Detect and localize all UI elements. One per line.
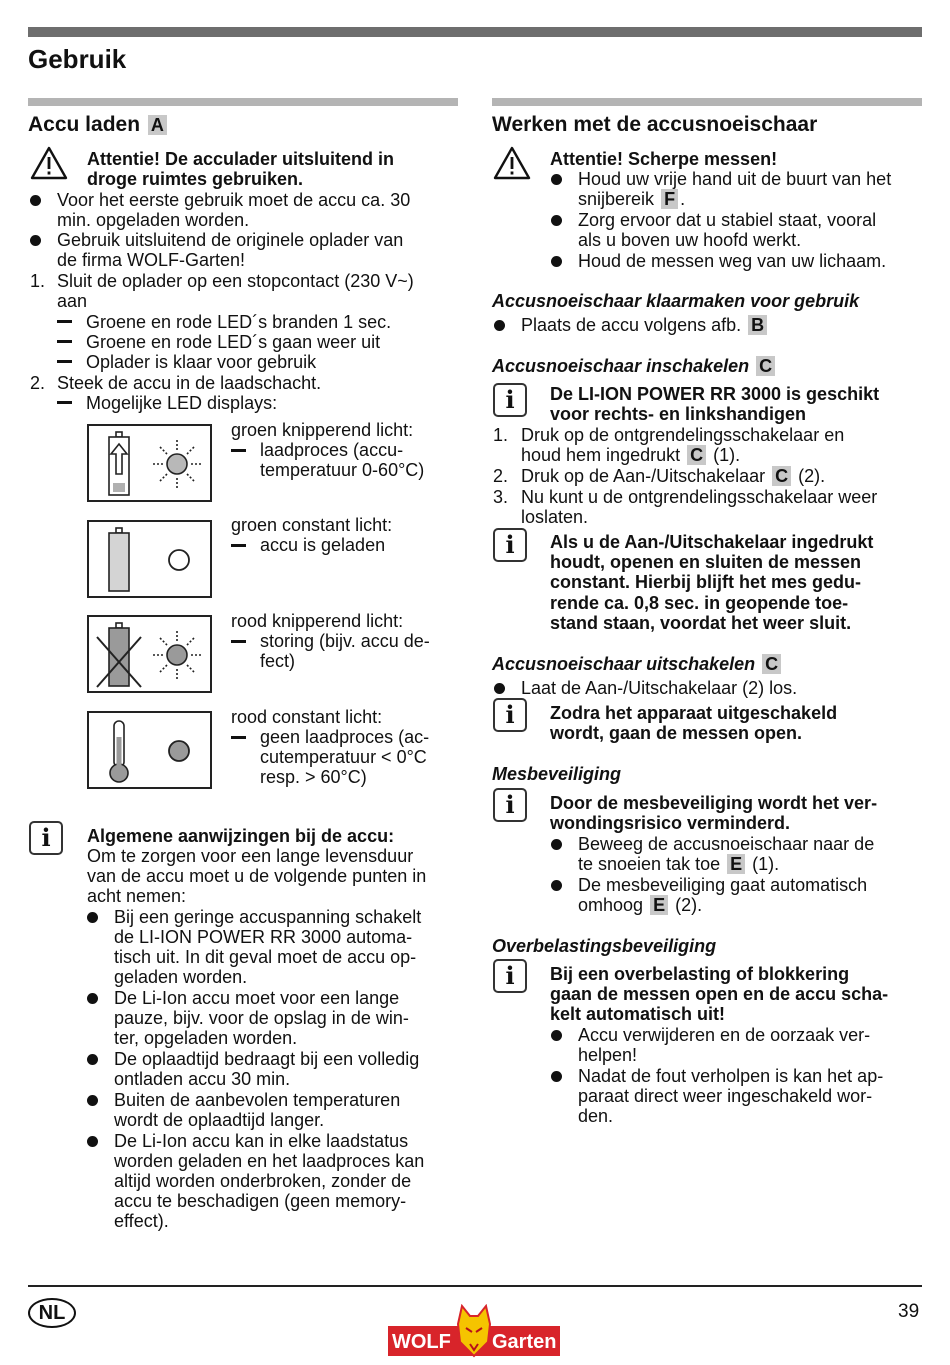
list-item-cont: helpen! — [578, 1045, 638, 1065]
list-item-cont: min. opgeladen worden. — [57, 210, 250, 230]
figure-ref-b: B — [748, 315, 767, 335]
led-state-desc: storing (bijv. accu de- — [260, 631, 430, 651]
info-text-cont: kelt automatisch uit! — [550, 1004, 726, 1024]
info-text-cont: gaan de messen open en de accu scha- — [550, 984, 889, 1004]
info-bullet-cont: ontladen accu 30 min. — [114, 1069, 291, 1089]
warning-bullet: Zorg ervoor dat u stabiel staat, vooral — [578, 210, 877, 230]
info-icon: i — [493, 383, 527, 417]
led-state-title: groen constant licht: — [231, 515, 393, 535]
info-text-cont: constant. Hierbij blijft het mes gedu- — [550, 572, 862, 592]
info-bullet-cont: tisch uit. In dit geval moet de accu op- — [114, 947, 417, 967]
logo-text-garten: Garten — [492, 1331, 557, 1353]
subheading-inschakelen: Accusnoeischaar inschakelen C — [492, 355, 777, 377]
info-bullet-cont: accu te beschadigen (geen memory- — [114, 1191, 407, 1211]
figure-ref-a: A — [148, 115, 167, 135]
step-number: 1. — [30, 271, 46, 291]
led-display-red-constant — [87, 711, 212, 789]
info-text-cont: houdt, openen en sluiten de messen — [550, 552, 862, 572]
step-text: Druk op de ontgrendelingsschakelaar en — [521, 425, 845, 445]
logo-text-wolf: WOLF — [392, 1331, 451, 1353]
info-intro: Om te zorgen voor een lange levensduur — [87, 846, 414, 866]
info-text-cont: rende ca. 0,8 sec. in geopende toe- — [550, 593, 849, 613]
info-bullet: De oplaadtijd bedraagt bij een volledig — [114, 1049, 420, 1069]
step-text-cont: loslaten. — [521, 507, 589, 527]
dash-marker — [231, 736, 246, 739]
led-state-desc: accu is geladen — [260, 535, 386, 555]
led-state-title: rood knipperend licht: — [231, 611, 404, 631]
battery-full-icon — [89, 522, 210, 596]
step-1-text-cont: aan — [57, 291, 88, 311]
list-item-cont: de firma WOLF-Garten! — [57, 250, 246, 270]
info-icon: i — [493, 698, 527, 732]
info-intro-cont: van de accu moet u de volgende punten in — [87, 866, 427, 886]
info-icon: i — [493, 528, 527, 562]
led-state-title: groen knipperend licht: — [231, 420, 414, 440]
step-number: 3. — [493, 487, 509, 507]
info-bullet-cont: altijd worden onderbroken, zonder de — [114, 1171, 412, 1191]
list-item: Nadat de fout verholpen is kan het ap- — [578, 1066, 884, 1086]
bullet-dot — [551, 880, 562, 891]
list-item-cont: paraat direct weer ingeschakeld wor- — [578, 1086, 873, 1106]
led-state-desc-cont: resp. > 60°C) — [260, 767, 367, 787]
bullet-dot — [30, 235, 41, 246]
bullet-dot — [551, 215, 562, 226]
step-text-cont: houd hem ingedrukt C (1). — [521, 445, 741, 465]
led-state-desc: geen laadproces (ac- — [260, 727, 430, 747]
info-text: Door de mesbeveiliging wordt het ver- — [550, 793, 878, 813]
bullet-dot — [87, 1136, 98, 1147]
step-text: Nu kunt u de ontgrendelingsschakelaar weer — [521, 487, 878, 507]
dash-marker — [57, 401, 72, 404]
list-item-cont: den. — [578, 1106, 614, 1126]
step-number: 2. — [493, 466, 509, 486]
dash-item: Mogelijke LED displays: — [86, 393, 278, 413]
subheading-uitschakelen: Accusnoeischaar uitschakelen C — [492, 653, 783, 675]
list-item: Voor het eerste gebruik moet de accu ca. 30 — [57, 190, 411, 210]
info-icon: i — [493, 788, 527, 822]
info-bullet-cont: ter, opgeladen worden. — [114, 1028, 298, 1048]
bullet-dot — [30, 195, 41, 206]
info-bullet-cont: geladen worden. — [114, 967, 248, 987]
language-badge: NL — [28, 1298, 76, 1328]
led-state-desc: laadproces (accu- — [260, 440, 404, 460]
figure-ref-c: C — [687, 445, 706, 465]
page-number: 39 — [898, 1301, 920, 1322]
warning-bullet-cont: snijbereik F . — [578, 189, 686, 209]
warning-text-line2: droge ruimtes gebruiken. — [87, 169, 304, 189]
step-text: Druk op de Aan-/Uitschakelaar C (2). — [521, 466, 826, 486]
info-icon: i — [493, 959, 527, 993]
dash-marker — [57, 360, 72, 363]
list-item: Gebruik uitsluitend de originele oplader van — [57, 230, 404, 250]
battery-charging-icon — [89, 426, 210, 500]
list-item-cont: te snoeien tak toe E (1). — [578, 854, 780, 874]
dash-item: Groene en rode LED´s branden 1 sec. — [86, 312, 392, 332]
subheading-mesbeveiliging: Mesbeveiliging — [492, 764, 622, 784]
figure-ref-e: E — [650, 895, 668, 915]
step-number: 1. — [493, 425, 509, 445]
dash-marker — [57, 340, 72, 343]
info-bullet-cont: de LI-ION POWER RR 3000 automa- — [114, 927, 413, 947]
battery-defect-icon — [89, 617, 210, 691]
section-heading-accu-laden: Accu laden A — [28, 112, 169, 138]
dash-item: Groene en rode LED´s gaan weer uit — [86, 332, 381, 352]
bullet-dot — [494, 683, 505, 694]
left-column-rule — [28, 98, 458, 106]
warning-icon — [493, 146, 531, 180]
info-intro-cont: acht nemen: — [87, 886, 187, 906]
warning-bullet: Houd uw vrije hand uit de buurt van het — [578, 169, 892, 189]
bullet-dot — [494, 320, 505, 331]
info-bullet-cont: effect). — [114, 1211, 169, 1231]
info-bullet: Buiten de aanbevolen temperaturen — [114, 1090, 401, 1110]
footer-rule — [28, 1285, 922, 1287]
list-item: Plaats de accu volgens afb. B — [521, 315, 769, 335]
led-state-desc-cont: cutemperatuur < 0°C — [260, 747, 427, 767]
info-text: Als u de Aan-/Uitschakelaar ingedrukt — [550, 532, 874, 552]
list-item-cont: omhoog E (2). — [578, 895, 703, 915]
info-icon: i — [29, 821, 63, 855]
info-bullet: Bij een geringe accuspanning schakelt — [114, 907, 422, 927]
info-bullet-cont: pauze, bijv. voor de opslag in de win- — [114, 1008, 409, 1028]
thermometer-icon — [89, 713, 210, 787]
step-2-text: Steek de accu in de laadschacht. — [57, 373, 322, 393]
list-item: Laat de Aan-/Uitschakelaar (2) los. — [521, 678, 798, 698]
step-1-text: Sluit de oplader op een stopcontact (230 V~) — [57, 271, 414, 291]
bullet-dot — [87, 1095, 98, 1106]
list-item: Beweeg de accusnoeischaar naar de — [578, 834, 875, 854]
warning-icon — [30, 146, 68, 180]
dash-marker — [231, 449, 246, 452]
info-bullet-cont: wordt de oplaadtijd langer. — [114, 1110, 325, 1130]
warning-bullet-cont: als u boven uw hoofd werkt. — [578, 230, 802, 250]
figure-ref-f: F — [661, 189, 678, 209]
bullet-dot — [551, 1030, 562, 1041]
page-title: Gebruik — [28, 44, 127, 74]
list-item: Accu verwijderen en de oorzaak ver- — [578, 1025, 871, 1045]
bullet-dot — [87, 912, 98, 923]
bullet-dot — [87, 993, 98, 1004]
subheading-overbelasting: Overbelastingsbeveiliging — [492, 936, 717, 956]
bullet-dot — [551, 1071, 562, 1082]
wolf-garten-logo-graphic — [388, 1304, 560, 1358]
info-text-cont: wondingsrisico verminderd. — [550, 813, 791, 833]
dash-item: Oplader is klaar voor gebruik — [86, 352, 317, 372]
figure-ref-c: C — [762, 654, 781, 674]
warning-title: Attentie! Scherpe messen! — [550, 149, 778, 169]
info-text-cont: wordt, gaan de messen open. — [550, 723, 803, 743]
figure-ref-e: E — [727, 854, 745, 874]
right-column-rule — [492, 98, 922, 106]
info-text-cont: stand staan, voordat het weer sluit. — [550, 613, 852, 633]
info-text: Bij een overbelasting of blokkering — [550, 964, 850, 984]
dash-marker — [231, 640, 246, 643]
info-bullet-cont: worden geladen en het laadproces kan — [114, 1151, 425, 1171]
info-text: De LI-ION POWER RR 3000 is geschikt — [550, 384, 880, 404]
warning-bullet: Houd de messen weg van uw lichaam. — [578, 251, 887, 271]
led-state-title: rood constant licht: — [231, 707, 383, 727]
info-bullet: De Li-Ion accu moet voor een lange — [114, 988, 400, 1008]
led-display-green-blinking — [87, 424, 212, 502]
info-text-cont: voor rechts- en linkshandigen — [550, 404, 807, 424]
info-text: Zodra het apparaat uitgeschakeld — [550, 703, 838, 723]
step-number: 2. — [30, 373, 46, 393]
bullet-dot — [87, 1054, 98, 1065]
figure-ref-c: C — [772, 466, 791, 486]
led-state-desc-cont: fect) — [260, 651, 296, 671]
dash-marker — [57, 320, 72, 323]
figure-ref-c: C — [756, 356, 775, 376]
section-heading-werken: Werken met de accusnoeischaar — [492, 113, 818, 136]
led-display-green-constant — [87, 520, 212, 598]
subheading-klaarmaken: Accusnoeischaar klaarmaken voor gebruik — [492, 291, 860, 311]
bullet-dot — [551, 174, 562, 185]
led-display-red-blinking — [87, 615, 212, 693]
led-state-desc-cont: temperatuur 0-60°C) — [260, 460, 425, 480]
info-bullet: De Li-Ion accu kan in elke laadstatus — [114, 1131, 409, 1151]
dash-marker — [231, 544, 246, 547]
wolf-garten-logo — [388, 1304, 560, 1358]
bullet-dot — [551, 839, 562, 850]
warning-text-line1: Attentie! De acculader uitsluitend in — [87, 149, 395, 169]
bullet-dot — [551, 256, 562, 267]
info-title: Algemene aanwijzingen bij de accu: — [87, 826, 395, 846]
top-rule — [28, 27, 922, 37]
list-item: De mesbeveiliging gaat automatisch — [578, 875, 868, 895]
